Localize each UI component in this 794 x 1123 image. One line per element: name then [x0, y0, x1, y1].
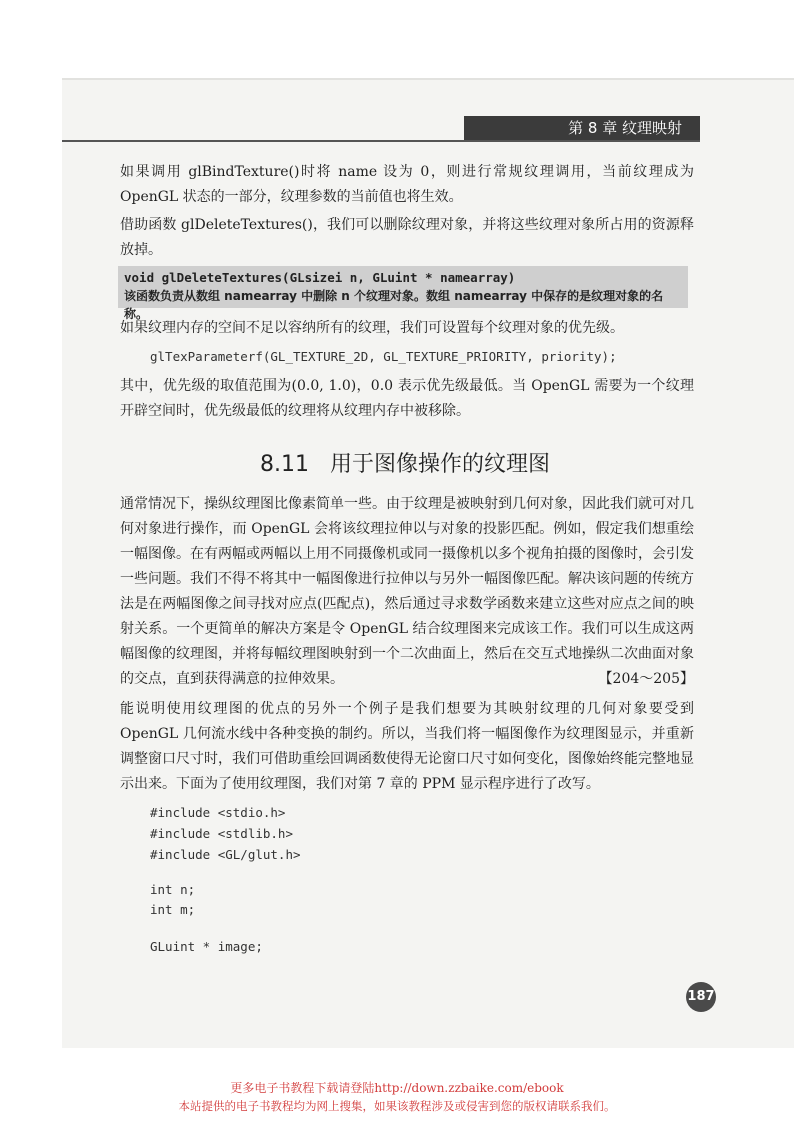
- chapter-header: 第 8 章 纹理映射: [464, 116, 700, 140]
- page-reference: 【204～205】: [598, 671, 694, 687]
- paragraph-deletetextures: 借助函数 glDeleteTextures()，我们可以删除纹理对象，并将这些纹理对象所占用的资源释放掉。: [120, 217, 694, 258]
- section-heading: [260, 447, 550, 478]
- api-definition-box: [118, 266, 688, 321]
- code-line: int n;: [150, 882, 196, 897]
- section-title-text: 用于图像操作的纹理图: [329, 452, 550, 477]
- code-line: #include <stdlib.h>: [150, 826, 293, 841]
- scan-edge: [62, 78, 794, 80]
- header-rule: [62, 140, 700, 142]
- footer-download-link[interactable]: 更多电子书教程下载请登陆http://down.zzbaike.com/ebook: [230, 1081, 564, 1095]
- paragraph-texture-maps: [120, 492, 694, 692]
- code-line: #include <stdio.h>: [150, 805, 286, 820]
- page-number-badge: 187: [686, 982, 716, 1012]
- code-line: int m;: [150, 902, 196, 917]
- code-line: GLuint * image;: [150, 939, 263, 954]
- paragraph-priority-range: 其中，优先级的取值范围为(0.0, 1.0)，0.0 表示优先级最低。当 OpenGL 需要为一个纹理开辟空间时，优先级最低的纹理将从纹理内存中被移除。: [120, 378, 694, 419]
- code-line: #include <GL/glut.h>: [150, 847, 301, 862]
- footer-disclaimer: 本站提供的电子书教程均为网上搜集，如果该教程涉及或侵害到您的版权请联系我们。: [178, 1099, 616, 1113]
- paragraph-bindtexture: 如果调用 glBindTexture()时将 name 设为 0，则进行常规纹理调用，当前纹理成为 OpenGL 状态的一部分，纹理参数的当前值也将生效。: [120, 164, 694, 205]
- code-priority-call: glTexParameterf(GL_TEXTURE_2D, GL_TEXTURE_PRIORITY, priority);: [150, 349, 617, 364]
- api-description: 该函数负责从数组 namearray 中删除 n 个纹理对象。数组 namearray 中保存的是纹理对象的名称。: [124, 289, 664, 321]
- paragraph-texture-maps-text: 通常情况下，操纵纹理图比像素简单一些。由于纹理是被映射到几何对象，因此我们就可对几何对象进行操作，而 OpenGL 会将该纹理拉伸以与对象的投影匹配。例如，假定我们想重绘一幅图像。在有两幅或两幅以上用不同摄像机或同一摄像机以多个视角拍摄的图像时，会引发一些问题。我们不得不将其中一幅图像进行拉伸以与另外一幅图像匹配。解决该问题的传统方法是在两幅图像之间寻找对应点(匹配点)，然后通过寻求数学函数来建立这些对应点之间的映射关系。一个更简单的解决方案是令 OpenGL 结合纹理图来完成该工作。我们可以生成这两幅图像的纹理图，并将每幅纹理图映射到一个二次曲面上，然后在交互式地操纵二次曲面对象的交点，直到获得满意的拉伸效果。: [120, 496, 694, 687]
- api-signature: void glDeleteTextures(GLsizei n, GLuint * namearray): [124, 270, 516, 285]
- paragraph-priority: 如果纹理内存的空间不足以容纳所有的纹理，我们可设置每个纹理对象的优先级。: [120, 320, 624, 336]
- paragraph-example: 能说明使用纹理图的优点的另外一个例子是我们想要为其映射纹理的几何对象要受到 OpenGL 几何流水线中各种变换的制约。所以，当我们将一幅图像作为纹理图显示，并重新调整窗口尺寸时，我们可借助重绘回调函数使得无论窗口尺寸如何变化，图像始终能完整地显示出来。下面为了使用纹理图，我们对第 7 章的 PPM 显示程序进行了改写。: [120, 701, 694, 792]
- section-number: 8.11: [260, 452, 309, 477]
